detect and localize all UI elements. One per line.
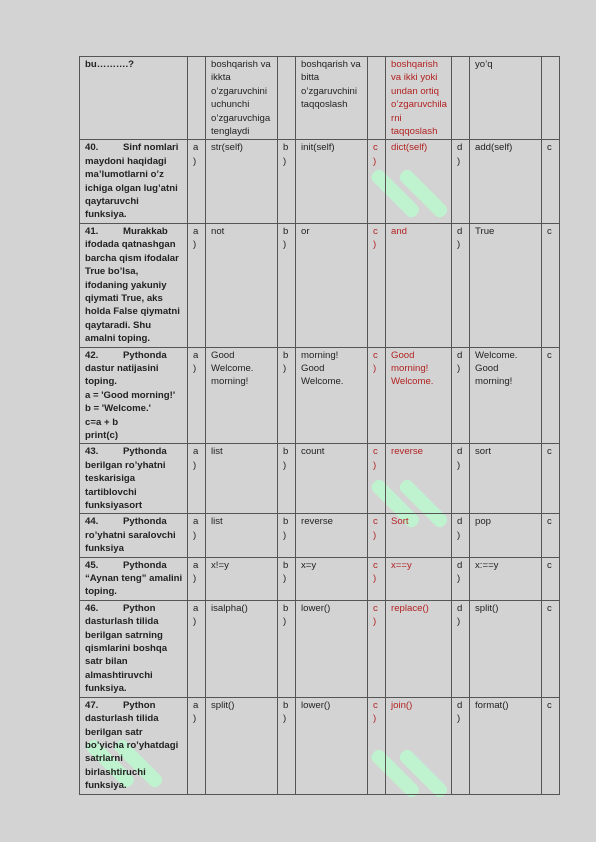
question-cell bbox=[80, 223, 188, 347]
option-a-cell: split() bbox=[206, 697, 278, 794]
question-text: Python dasturlash tilida berilgan satrning qismlarini boshqa satr bilan almashtiruvchi funksiya. bbox=[85, 602, 170, 695]
option-b-label: b ) bbox=[278, 140, 296, 223]
option-d-label: d ) bbox=[452, 514, 470, 557]
option-a-cell: x!=y bbox=[206, 557, 278, 600]
question-number: 46. bbox=[85, 602, 99, 614]
answer-cell: c bbox=[542, 347, 560, 444]
question-number: 40. bbox=[85, 142, 99, 154]
option-a-cell: not bbox=[206, 223, 278, 347]
option-c-label: c ) bbox=[368, 444, 386, 514]
option-d-cell: split() bbox=[470, 600, 542, 697]
option-d-cell: Welcome. Good morning! bbox=[470, 347, 542, 444]
answer-cell: c bbox=[542, 557, 560, 600]
option-a-label: a ) bbox=[188, 347, 206, 444]
option-a-label: a ) bbox=[188, 444, 206, 514]
option-b-cell: init(self) bbox=[296, 140, 368, 223]
option-a-label: a ) bbox=[188, 600, 206, 697]
question-number: 47. bbox=[85, 699, 99, 711]
option-b-cell: or bbox=[296, 223, 368, 347]
question-cell bbox=[80, 600, 188, 697]
table-row bbox=[80, 697, 560, 794]
option-b-label: b ) bbox=[278, 223, 296, 347]
option-b-cell: boshqarish va bitta o’zgaruvchini taqqoslash bbox=[296, 57, 368, 140]
table-row bbox=[80, 444, 560, 514]
option-d-label: d ) bbox=[452, 444, 470, 514]
question-text: Sinf nomlari maydoni haqidagi ma’lumotlarni o’z ichiga olgan lug’atni qaytaruvchi funksiya. bbox=[85, 142, 182, 221]
question-text: Pythonda “Aynan teng” amalini toping. bbox=[85, 559, 185, 598]
option-c-cell: reverse bbox=[386, 444, 452, 514]
quiz-table bbox=[79, 56, 560, 795]
option-c-label: c ) bbox=[368, 514, 386, 557]
option-d-cell: pop bbox=[470, 514, 542, 557]
option-d-label: d ) bbox=[452, 347, 470, 444]
option-c-cell: Good morning! Welcome. bbox=[386, 347, 452, 444]
option-a-label: a ) bbox=[188, 223, 206, 347]
option-c-label: c ) bbox=[368, 140, 386, 223]
answer-cell: c bbox=[542, 223, 560, 347]
question-text: Pythonda ro’yhatni saralovchi funksiya bbox=[85, 516, 179, 555]
option-d-cell: format() bbox=[470, 697, 542, 794]
option-b-cell: lower() bbox=[296, 600, 368, 697]
option-b-label: b ) bbox=[278, 514, 296, 557]
option-c-cell: boshqarish va ikki yoki undan ortiq o’zgaruvchilarni taqqoslash bbox=[386, 57, 452, 140]
option-b-cell: count bbox=[296, 444, 368, 514]
question-cell bbox=[80, 514, 188, 557]
question-cell bbox=[80, 697, 188, 794]
question-cell: bu……….? bbox=[80, 57, 188, 140]
table-row bbox=[80, 557, 560, 600]
option-c-label: c ) bbox=[368, 557, 386, 600]
option-a-cell: list bbox=[206, 444, 278, 514]
question-text: Python dasturlash tilida berilgan satr bo’yicha ro’yhatdagi satrlarni birlashtiruchi funksiya. bbox=[85, 699, 181, 792]
option-c-label: c ) bbox=[368, 223, 386, 347]
option-d-label: d ) bbox=[452, 223, 470, 347]
question-cell bbox=[80, 347, 188, 444]
table-row bbox=[80, 223, 560, 347]
table-row bbox=[80, 140, 560, 223]
option-d-cell: True bbox=[470, 223, 542, 347]
option-d-cell: x:==y bbox=[470, 557, 542, 600]
option-b-label: b ) bbox=[278, 600, 296, 697]
option-a-cell: list bbox=[206, 514, 278, 557]
table-row bbox=[80, 57, 560, 140]
option-a-cell: isalpha() bbox=[206, 600, 278, 697]
option-c-label: c ) bbox=[368, 697, 386, 794]
option-d-label: d ) bbox=[452, 600, 470, 697]
option-a-cell: str(self) bbox=[206, 140, 278, 223]
option-b-label: b ) bbox=[278, 444, 296, 514]
table-row bbox=[80, 600, 560, 697]
option-d-label: d ) bbox=[452, 557, 470, 600]
question-text: Pythonda dastur natijasini toping. a = 'Good morning!' b = 'Welcome.' c=a + b print(c) bbox=[85, 349, 176, 441]
option-c-label: c ) bbox=[368, 600, 386, 697]
option-a-cell: Good Welcome. morning! bbox=[206, 347, 278, 444]
option-a-cell: boshqarish va ikkta o’zgaruvchini uchunchi o’zgaruvchiga tenglaydi bbox=[206, 57, 278, 140]
option-b-cell: reverse bbox=[296, 514, 368, 557]
answer-cell: c bbox=[542, 444, 560, 514]
question-number: 44. bbox=[85, 516, 99, 528]
question-text: Pythonda berilgan ro’yhatni teskarisiga tartiblovchi funksiyasort bbox=[85, 446, 170, 511]
option-b-label: b ) bbox=[278, 697, 296, 794]
question-number: 45. bbox=[85, 559, 99, 571]
option-c-cell: join() bbox=[386, 697, 452, 794]
option-a-label: a ) bbox=[188, 140, 206, 223]
table-row bbox=[80, 514, 560, 557]
option-a-label: a ) bbox=[188, 514, 206, 557]
question-number: 42. bbox=[85, 349, 99, 361]
question-text: Murakkab ifodada qatnashgan barcha qism ifodalar True bo’lsa, ifodaning yakuniy qiymati True, aks holda False qiymatni qaytaradi. Shu amalni toping. bbox=[85, 225, 183, 345]
question-cell bbox=[80, 444, 188, 514]
option-d-label: d ) bbox=[452, 697, 470, 794]
option-c-label: c ) bbox=[368, 347, 386, 444]
table-row bbox=[80, 347, 560, 444]
option-a-label: a ) bbox=[188, 697, 206, 794]
question-cell bbox=[80, 557, 188, 600]
answer-cell: c bbox=[542, 514, 560, 557]
question-number: 43. bbox=[85, 446, 99, 458]
option-c-cell: x==y bbox=[386, 557, 452, 600]
answer-cell: c bbox=[542, 697, 560, 794]
option-b-label: b ) bbox=[278, 557, 296, 600]
question-number: 41. bbox=[85, 225, 99, 237]
option-b-cell: lower() bbox=[296, 697, 368, 794]
option-b-label: b ) bbox=[278, 347, 296, 444]
option-b-cell: x=y bbox=[296, 557, 368, 600]
answer-cell: c bbox=[542, 140, 560, 223]
option-d-cell: sort bbox=[470, 444, 542, 514]
question-cell bbox=[80, 140, 188, 223]
option-c-cell: replace() bbox=[386, 600, 452, 697]
option-d-cell: add(self) bbox=[470, 140, 542, 223]
option-c-cell: dict(self) bbox=[386, 140, 452, 223]
option-d-cell: yo’q bbox=[470, 57, 542, 140]
answer-cell: c bbox=[542, 600, 560, 697]
option-c-cell: Sort bbox=[386, 514, 452, 557]
option-d-label: d ) bbox=[452, 140, 470, 223]
option-b-cell: morning! Good Welcome. bbox=[296, 347, 368, 444]
option-c-cell: and bbox=[386, 223, 452, 347]
option-a-label: a ) bbox=[188, 557, 206, 600]
